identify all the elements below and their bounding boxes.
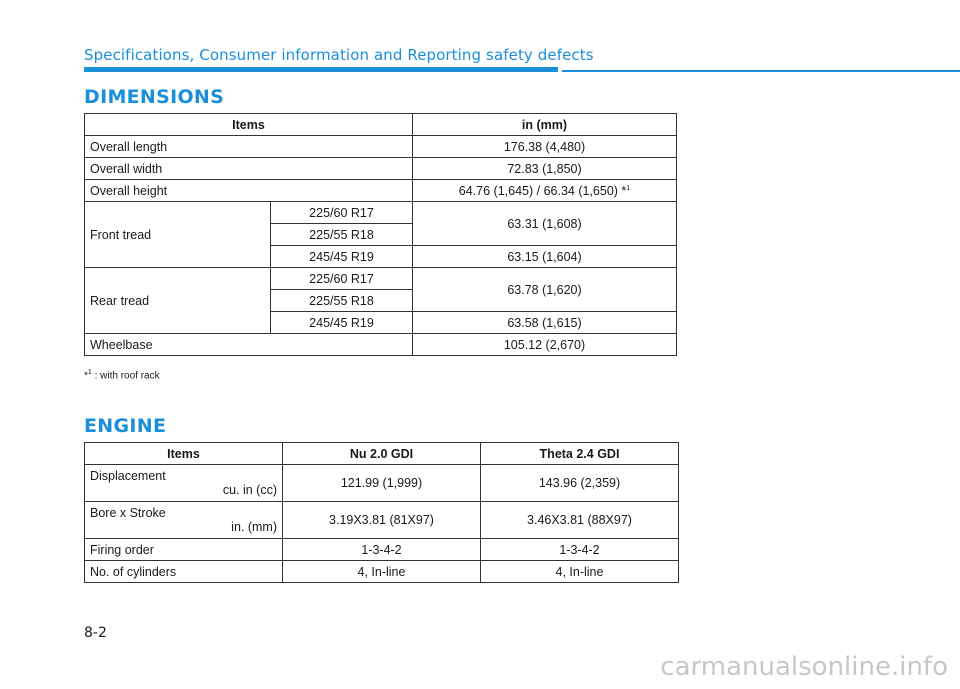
footnote-asterisk: * <box>84 370 88 382</box>
col-header-value: in (mm) <box>413 114 677 136</box>
table-row <box>85 136 677 158</box>
footnote-sup: 1 <box>87 369 92 376</box>
rear-tread-tire-1: 225/60 R17 <box>271 268 413 290</box>
row-label-cylinders: No. of cylinders <box>85 561 283 583</box>
row-label-overall-width: Overall width <box>85 158 413 180</box>
table-row <box>85 158 677 180</box>
displacement-unit: cu. in (cc) <box>222 483 277 497</box>
row-label-firing-order: Firing order <box>85 539 283 561</box>
table-row <box>85 465 679 502</box>
row-label-displacement <box>85 465 283 502</box>
table-header-row <box>85 114 677 136</box>
row-label-overall-length: Overall length <box>85 136 413 158</box>
header-rule-thin <box>562 70 960 72</box>
footnote-text: : with roof rack <box>91 370 160 382</box>
value-overall-length: 176.38 (4,480) <box>413 136 677 158</box>
value-displacement-theta: 143.96 (2,359) <box>481 465 679 502</box>
value-overall-height-text: 64.76 (1,645) / 66.34 (1,650) * <box>458 183 627 198</box>
table-header-row <box>85 443 679 465</box>
row-label-bore-stroke <box>85 502 283 539</box>
row-label-front-tread: Front tread <box>85 202 271 268</box>
value-wheelbase: 105.12 (2,670) <box>413 334 677 356</box>
col-header-items: Items <box>85 443 283 465</box>
value-rear-tread-3: 63.58 (1,615) <box>413 312 677 334</box>
header-rule-thick <box>84 67 558 72</box>
table-row <box>85 202 677 224</box>
value-overall-width: 72.83 (1,850) <box>413 158 677 180</box>
table-row <box>85 180 677 202</box>
table-row <box>85 334 677 356</box>
col-header-nu: Nu 2.0 GDI <box>283 443 481 465</box>
value-firing-order-theta: 1-3-4-2 <box>481 539 679 561</box>
engine-table <box>84 442 679 583</box>
front-tread-tire-3: 245/45 R19 <box>271 246 413 268</box>
watermark: carmanualsonline.info <box>660 652 948 682</box>
col-header-theta: Theta 2.4 GDI <box>481 443 679 465</box>
value-front-tread-3: 63.15 (1,604) <box>413 246 677 268</box>
value-bore-stroke-nu: 3.19X3.81 (81X97) <box>283 502 481 539</box>
footnote <box>84 369 160 381</box>
table-row <box>85 268 677 290</box>
bore-stroke-label: Bore x Stroke <box>90 506 166 520</box>
value-displacement-nu: 121.99 (1,999) <box>283 465 481 502</box>
dimensions-title: DIMENSIONS <box>84 86 225 108</box>
table-row <box>85 539 679 561</box>
rear-tread-tire-3: 245/45 R19 <box>271 312 413 334</box>
engine-title: ENGINE <box>84 415 167 437</box>
displacement-label: Displacement <box>90 469 166 483</box>
rear-tread-tire-2: 225/55 R18 <box>271 290 413 312</box>
value-cylinders-theta: 4, In-line <box>481 561 679 583</box>
value-front-tread-12: 63.31 (1,608) <box>413 202 677 246</box>
col-header-items: Items <box>85 114 413 136</box>
table-row <box>85 502 679 539</box>
value-rear-tread-12: 63.78 (1,620) <box>413 268 677 312</box>
value-cylinders-nu: 4, In-line <box>283 561 481 583</box>
row-label-rear-tread: Rear tread <box>85 268 271 334</box>
row-label-wheelbase: Wheelbase <box>85 334 413 356</box>
value-overall-height <box>413 180 677 202</box>
front-tread-tire-2: 225/55 R18 <box>271 224 413 246</box>
value-bore-stroke-theta: 3.46X3.81 (88X97) <box>481 502 679 539</box>
bore-stroke-unit: in. (mm) <box>231 520 277 534</box>
row-label-overall-height: Overall height <box>85 180 413 202</box>
value-firing-order-nu: 1-3-4-2 <box>283 539 481 561</box>
page-number: 8-2 <box>84 625 107 641</box>
footnote-marker: 1 <box>626 184 631 192</box>
section-header-title: Specifications, Consumer information and Reporting safety defects <box>84 46 594 64</box>
table-row <box>85 561 679 583</box>
dimensions-table <box>84 113 677 356</box>
front-tread-tire-1: 225/60 R17 <box>271 202 413 224</box>
